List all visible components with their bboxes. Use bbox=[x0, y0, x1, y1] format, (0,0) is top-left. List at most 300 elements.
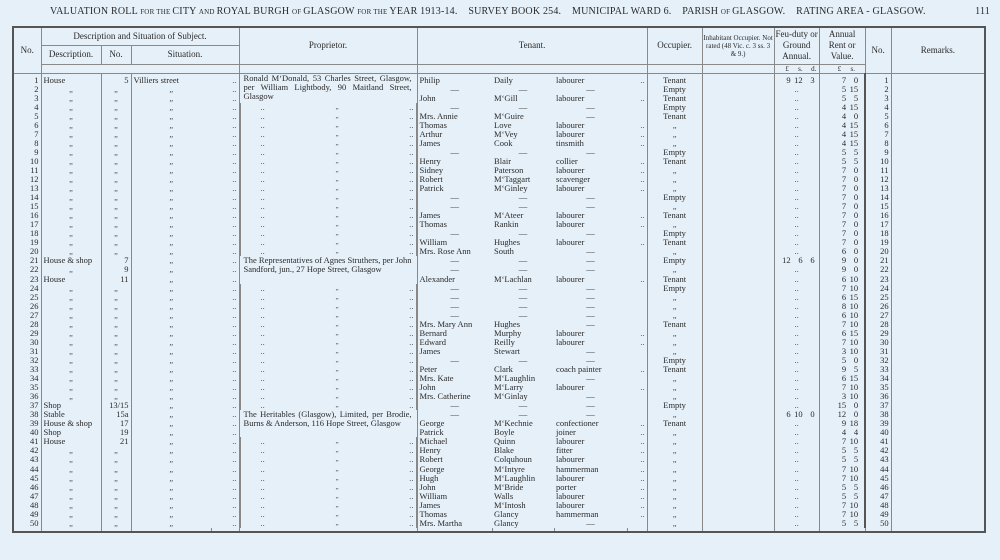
proprietor bbox=[240, 130, 417, 139]
leader-dots: .. bbox=[260, 354, 265, 365]
inhabitant-occupier bbox=[702, 121, 774, 130]
situation: Villiers street bbox=[131, 73, 211, 85]
row-number: 44 bbox=[13, 465, 41, 474]
rent-shillings: 0 bbox=[853, 110, 859, 121]
leader-dots: .. bbox=[211, 365, 239, 374]
description: „ bbox=[41, 519, 101, 528]
ditto-mark: „ bbox=[335, 473, 339, 482]
tenant-surname: Murphy bbox=[494, 327, 522, 338]
situation: „ bbox=[131, 419, 211, 428]
rent-shillings: 10 bbox=[849, 318, 859, 329]
table-row[interactable] bbox=[13, 284, 985, 293]
occupier-status: „ bbox=[647, 130, 702, 139]
tenant-surname: M‘Ginlay bbox=[494, 391, 528, 402]
feu-pounds: 12 bbox=[782, 255, 791, 266]
leader-dots: .. bbox=[627, 465, 647, 474]
description: „ bbox=[41, 465, 101, 474]
leader-dots: .. bbox=[260, 119, 265, 130]
tenant-first-name: — bbox=[417, 229, 492, 238]
inhabitant-occupier bbox=[702, 202, 774, 211]
ditto-mark: „ bbox=[335, 175, 339, 184]
tenant-occupation: hammerman bbox=[556, 463, 599, 474]
occupier-status: „ bbox=[647, 166, 702, 175]
tenant-surname: South bbox=[494, 246, 514, 257]
ditto-mark: „ bbox=[335, 238, 339, 247]
row-number: 11 bbox=[13, 166, 41, 175]
description: „ bbox=[41, 311, 101, 320]
inhabitant-occupier bbox=[702, 428, 774, 437]
leader-dots: .. bbox=[211, 121, 239, 130]
feu-pence: 3 bbox=[810, 74, 815, 85]
row-number: 42 bbox=[13, 446, 41, 455]
rent-shillings: 0 bbox=[853, 219, 859, 230]
spacer-cell bbox=[627, 528, 647, 532]
leader-dots: .. bbox=[260, 237, 265, 248]
leader-dots: .. bbox=[409, 137, 414, 148]
row-number: 33 bbox=[13, 365, 41, 374]
description: „ bbox=[41, 211, 101, 220]
ditto-mark: „ bbox=[335, 147, 339, 156]
house-number: 9 bbox=[101, 265, 131, 274]
leader-dots: .. bbox=[260, 454, 265, 465]
leader-dots: .. bbox=[627, 175, 647, 184]
description: „ bbox=[41, 148, 101, 157]
col-header-feu-duty: Feu-duty or Ground Annual. bbox=[774, 27, 819, 64]
title-part: GLASGOW bbox=[303, 6, 358, 17]
situation: „ bbox=[131, 446, 211, 455]
remarks bbox=[891, 193, 985, 202]
row-number-right: 33 bbox=[865, 365, 891, 374]
spacer-cell bbox=[131, 528, 211, 532]
leader-dots: .. bbox=[211, 166, 239, 175]
description: „ bbox=[41, 383, 101, 392]
tenant-surname: Daily bbox=[494, 74, 513, 85]
spacer-cell bbox=[774, 528, 819, 532]
rent-shillings: 5 bbox=[853, 517, 859, 528]
leader-dots: .. bbox=[260, 318, 265, 329]
feu-duty: .. bbox=[774, 419, 819, 428]
row-number-right: 30 bbox=[865, 338, 891, 347]
description: „ bbox=[41, 329, 101, 338]
rent-pounds: 7 bbox=[841, 183, 847, 194]
rent-pounds: 4 bbox=[841, 110, 847, 121]
table-row[interactable] bbox=[13, 275, 985, 284]
leader-dots: .. bbox=[409, 499, 414, 510]
table-row[interactable] bbox=[13, 302, 985, 311]
rent-shillings: 0 bbox=[853, 164, 859, 175]
proprietor bbox=[240, 392, 417, 401]
house-number: „ bbox=[101, 302, 131, 311]
rent-shillings: 10 bbox=[849, 382, 859, 393]
house-number: 17 bbox=[101, 419, 131, 428]
leader-dots: .. bbox=[211, 356, 239, 365]
page-number: 111 bbox=[975, 6, 990, 17]
table-row[interactable] bbox=[13, 347, 985, 356]
remarks bbox=[891, 293, 985, 302]
leader-dots: .. bbox=[409, 210, 414, 221]
tenant-first-name: George bbox=[417, 465, 492, 474]
tenant-occupation: porter bbox=[556, 481, 577, 492]
tenant-surname: — bbox=[518, 255, 528, 266]
leader-dots: .. bbox=[260, 364, 265, 374]
tenant-occupation: labourer bbox=[556, 128, 585, 139]
remarks bbox=[891, 374, 985, 383]
tenant-surname: M‘Laughlin bbox=[494, 373, 536, 384]
occupier-status: „ bbox=[647, 383, 702, 392]
tenant-occupation: confectioner bbox=[556, 418, 599, 429]
rent-pounds: 7 bbox=[841, 318, 847, 329]
rent-ls-units: £ s. bbox=[819, 64, 865, 73]
situation: „ bbox=[131, 483, 211, 492]
description: House bbox=[41, 275, 101, 284]
proprietor-text: The Heritables (Glasgow), Limited, per Brodie, Burns & Anderson, 116 Hope Street, Glasgow bbox=[243, 409, 412, 429]
feu-duty: .. bbox=[774, 275, 819, 284]
tenant-surname: M‘Intyre bbox=[494, 463, 525, 474]
leader-dots: .. bbox=[409, 300, 414, 311]
tenant-occupation: joiner bbox=[556, 427, 576, 438]
table-row[interactable] bbox=[13, 94, 985, 103]
leader-dots: .. bbox=[409, 101, 414, 112]
table-row[interactable] bbox=[13, 184, 985, 193]
row-number: 39 bbox=[13, 419, 41, 428]
table-row[interactable] bbox=[13, 139, 985, 148]
row-number-right: 44 bbox=[865, 465, 891, 474]
occupier-status: Empty bbox=[647, 401, 702, 410]
remarks bbox=[891, 501, 985, 510]
spacer-cell bbox=[891, 528, 985, 532]
remarks bbox=[891, 419, 985, 428]
row-number-right: 37 bbox=[865, 401, 891, 410]
ditto-mark: „ bbox=[335, 102, 339, 111]
rent-pounds: 7 bbox=[841, 237, 847, 248]
ditto-mark: „ bbox=[335, 328, 339, 337]
leader-dots: .. bbox=[409, 119, 414, 130]
proprietor bbox=[240, 365, 417, 374]
tenant-first-name: — bbox=[417, 85, 492, 94]
rent-pounds: 7 bbox=[841, 219, 847, 230]
row-number-right: 19 bbox=[865, 238, 891, 247]
rent-shillings: 0 bbox=[853, 174, 859, 185]
inhabitant-occupier bbox=[702, 157, 774, 166]
col-header-house-no: No. bbox=[101, 45, 131, 64]
spacer-cell bbox=[492, 528, 554, 532]
ditto-mark: „ bbox=[335, 111, 339, 120]
table-row[interactable] bbox=[13, 220, 985, 229]
rent-pounds: 7 bbox=[841, 282, 847, 293]
leader-dots: .. bbox=[627, 383, 647, 392]
leader-dots: .. bbox=[627, 184, 647, 193]
tenant-occupation: — bbox=[586, 101, 595, 112]
spacer-cell bbox=[819, 528, 865, 532]
remarks bbox=[891, 446, 985, 455]
tenant-occupation: collier bbox=[556, 155, 578, 166]
row-number: 28 bbox=[13, 320, 41, 329]
remarks bbox=[891, 392, 985, 401]
description: „ bbox=[41, 229, 101, 238]
situation: „ bbox=[131, 220, 211, 229]
tenant-first-name: Patrick bbox=[417, 428, 492, 437]
col-header-situation: Situation. bbox=[131, 45, 239, 64]
tenant-first-name: George bbox=[417, 419, 492, 428]
annual-rent bbox=[819, 73, 865, 85]
leader-dots: .. bbox=[260, 309, 265, 320]
rent-shillings: 15 bbox=[849, 101, 859, 112]
header-spacer bbox=[417, 64, 647, 73]
proprietor bbox=[239, 275, 417, 284]
feu-duty: .. bbox=[774, 383, 819, 392]
proprietor bbox=[240, 103, 417, 112]
situation: „ bbox=[131, 510, 211, 519]
leader-dots: .. bbox=[211, 103, 239, 112]
occupier-status: Tenant bbox=[647, 94, 702, 103]
tenant-surname: — bbox=[518, 309, 528, 320]
rent-shillings: 15 bbox=[849, 327, 859, 338]
occupier-status: „ bbox=[647, 265, 702, 274]
inhabitant-occupier bbox=[702, 73, 774, 85]
tenant-first-name: — bbox=[417, 302, 492, 311]
occupier-status: „ bbox=[647, 501, 702, 510]
table-row[interactable] bbox=[13, 247, 985, 256]
table-row[interactable] bbox=[13, 519, 985, 528]
leader-dots: .. bbox=[211, 501, 239, 510]
tenant-occupation: — bbox=[586, 192, 595, 203]
situation: „ bbox=[131, 175, 211, 184]
leader-dots: .. bbox=[211, 112, 239, 121]
situation: „ bbox=[131, 410, 211, 419]
tenant-occupation: labourer bbox=[556, 219, 585, 230]
proprietor bbox=[240, 474, 417, 483]
rent-shillings: 10 bbox=[849, 499, 859, 510]
house-number: „ bbox=[101, 492, 131, 501]
leader-dots: .. bbox=[409, 282, 414, 293]
rent-shillings: 0 bbox=[853, 246, 859, 257]
proprietor bbox=[240, 220, 417, 229]
tenant-first-name: — bbox=[417, 202, 492, 211]
leader-dots: .. bbox=[409, 128, 414, 139]
ditto-mark: „ bbox=[335, 337, 339, 346]
feu-pence: 0 bbox=[810, 409, 815, 420]
description: „ bbox=[41, 220, 101, 229]
house-number: „ bbox=[101, 501, 131, 510]
ditto-mark: „ bbox=[335, 392, 339, 401]
occupier-status: Tenant bbox=[647, 157, 702, 166]
leader-dots: .. bbox=[627, 329, 647, 338]
tenant-occupation: scavenger bbox=[556, 174, 591, 185]
spacer-cell bbox=[41, 528, 101, 532]
tenant-surname: M‘Larry bbox=[494, 382, 524, 393]
leader-dots: .. bbox=[211, 211, 239, 220]
leader-dots: .. bbox=[260, 183, 265, 194]
inhabitant-occupier bbox=[702, 130, 774, 139]
rent-pounds: 6 bbox=[841, 291, 847, 302]
feu-duty: .. bbox=[774, 121, 819, 130]
leader-dots: .. bbox=[409, 436, 414, 447]
rent-pounds: 5 bbox=[841, 354, 847, 365]
remarks bbox=[891, 73, 985, 85]
situation: „ bbox=[131, 374, 211, 383]
tenant-occupation: fitter bbox=[556, 445, 573, 456]
remarks bbox=[891, 284, 985, 293]
rent-pounds: 4 bbox=[841, 101, 847, 112]
rent-pounds: 7 bbox=[841, 74, 847, 85]
occupier-status: Tenant bbox=[647, 73, 702, 85]
ditto-mark: „ bbox=[335, 229, 339, 238]
row-number-right: 48 bbox=[865, 501, 891, 510]
tenant-surname: Cook bbox=[494, 137, 513, 148]
row-number-right: 50 bbox=[865, 519, 891, 528]
title-part: OF bbox=[720, 8, 733, 16]
header-spacer bbox=[647, 64, 702, 73]
situation: „ bbox=[131, 247, 211, 256]
spacer-cell bbox=[13, 528, 41, 532]
leader-dots: .. bbox=[409, 391, 414, 402]
tenant-first-name: — bbox=[417, 148, 492, 157]
occupier-status: „ bbox=[647, 374, 702, 383]
feu-duty bbox=[774, 73, 819, 85]
rent-pounds: 4 bbox=[841, 427, 847, 438]
description: „ bbox=[41, 284, 101, 293]
leader-dots: .. bbox=[211, 247, 239, 256]
leader-dots: .. bbox=[409, 219, 414, 230]
header-spacer bbox=[702, 64, 774, 73]
row-number-right: 21 bbox=[865, 256, 891, 265]
ditto-mark: „ bbox=[335, 464, 339, 473]
rent-shillings: 10 bbox=[849, 508, 859, 519]
situation: „ bbox=[131, 166, 211, 175]
description: „ bbox=[41, 302, 101, 311]
leader-dots: .. bbox=[409, 327, 414, 338]
occupier-status: Empty bbox=[647, 85, 702, 94]
occupier-status: „ bbox=[647, 492, 702, 501]
feu-lsd-units: £ s. d. bbox=[774, 64, 819, 73]
rent-pounds: 5 bbox=[841, 490, 847, 501]
rent-pounds: 7 bbox=[841, 499, 847, 510]
rent-shillings: 0 bbox=[853, 201, 859, 212]
proprietor bbox=[240, 374, 417, 383]
row-number: 10 bbox=[13, 157, 41, 166]
rent-shillings: 5 bbox=[853, 445, 859, 456]
leader-dots: .. bbox=[627, 166, 647, 175]
rent-shillings: 15 bbox=[849, 119, 859, 130]
row-number: 3 bbox=[13, 94, 41, 103]
house-number: „ bbox=[101, 148, 131, 157]
inhabitant-occupier bbox=[702, 94, 774, 103]
leader-dots: .. bbox=[409, 463, 414, 474]
row-number-right: 12 bbox=[865, 175, 891, 184]
situation: „ bbox=[131, 103, 211, 112]
leader-dots: .. bbox=[627, 275, 647, 284]
ditto-mark: „ bbox=[335, 482, 339, 491]
tenant-first-name: Robert bbox=[417, 455, 492, 464]
feu-duty: .. bbox=[774, 247, 819, 256]
row-number-right: 34 bbox=[865, 374, 891, 383]
tenant-first-name: — bbox=[417, 311, 492, 320]
occupier-status: Empty bbox=[647, 229, 702, 238]
feu-duty: .. bbox=[774, 211, 819, 220]
table-row[interactable] bbox=[13, 193, 985, 202]
tenant-first-name: William bbox=[417, 492, 492, 501]
occupier-status: „ bbox=[647, 510, 702, 519]
rent-pounds: 6 bbox=[841, 246, 847, 257]
rent-pounds: 15 bbox=[837, 400, 847, 411]
ditto-mark: „ bbox=[335, 383, 339, 392]
tenant-first-name: — bbox=[417, 356, 492, 365]
leader-dots: .. bbox=[409, 354, 414, 365]
tenant-surname: M‘Bride bbox=[494, 481, 524, 492]
ditto-mark: „ bbox=[335, 156, 339, 165]
leader-dots: .. bbox=[409, 400, 414, 411]
occupier-status: „ bbox=[647, 465, 702, 474]
row-number-right: 2 bbox=[865, 85, 891, 94]
rent-shillings: 10 bbox=[849, 336, 859, 347]
leader-dots bbox=[627, 401, 647, 410]
remarks bbox=[891, 94, 985, 103]
leader-dots: .. bbox=[211, 510, 239, 519]
proprietor bbox=[240, 229, 417, 238]
remarks bbox=[891, 265, 985, 274]
tenant-first-name: — bbox=[417, 103, 492, 112]
row-number: 16 bbox=[13, 211, 41, 220]
house-number: „ bbox=[101, 220, 131, 229]
rent-pounds: 8 bbox=[841, 300, 847, 311]
ditto-mark: „ bbox=[335, 220, 339, 229]
inhabitant-occupier bbox=[702, 284, 774, 293]
description: „ bbox=[41, 265, 101, 274]
row-number-right: 7 bbox=[865, 130, 891, 139]
occupier-status: „ bbox=[647, 247, 702, 256]
leader-dots: .. bbox=[409, 508, 414, 519]
rent-shillings: 15 bbox=[849, 373, 859, 384]
spacer-cell bbox=[647, 528, 702, 532]
inhabitant-occupier bbox=[702, 338, 774, 347]
leader-dots: .. bbox=[211, 392, 239, 401]
occupier-status: Empty bbox=[647, 284, 702, 293]
remarks bbox=[891, 166, 985, 175]
tenant-occupation: — bbox=[586, 354, 595, 365]
tenant-occupation: labourer bbox=[556, 336, 585, 347]
table-row[interactable] bbox=[13, 256, 985, 265]
feu-duty: .. bbox=[774, 474, 819, 483]
house-number: „ bbox=[101, 374, 131, 383]
ditto-mark: „ bbox=[335, 247, 339, 256]
situation: „ bbox=[131, 130, 211, 139]
leader-dots: .. bbox=[211, 374, 239, 383]
table-row[interactable] bbox=[13, 73, 985, 85]
tenant-surname: — bbox=[518, 291, 528, 302]
feu-duty: .. bbox=[774, 220, 819, 229]
rent-shillings: 0 bbox=[853, 210, 859, 221]
tenant-surname: Blair bbox=[494, 155, 512, 166]
tenant-first-name: Peter bbox=[417, 365, 492, 374]
leader-dots: .. bbox=[211, 275, 239, 284]
table-row[interactable] bbox=[13, 293, 985, 302]
inhabitant-occupier bbox=[702, 437, 774, 446]
row-number-right: 32 bbox=[865, 356, 891, 365]
rent-pounds: 7 bbox=[841, 210, 847, 221]
description: „ bbox=[41, 483, 101, 492]
remarks bbox=[891, 474, 985, 483]
description: House bbox=[41, 437, 101, 446]
feu-duty: .. bbox=[774, 166, 819, 175]
description: „ bbox=[41, 365, 101, 374]
proprietor bbox=[240, 455, 417, 464]
roll-body bbox=[13, 73, 985, 532]
tenant-surname: Rankin bbox=[494, 219, 519, 230]
leader-dots: .. bbox=[211, 410, 239, 419]
inhabitant-occupier bbox=[702, 193, 774, 202]
inhabitant-occupier bbox=[702, 519, 774, 528]
title-part: CITY bbox=[172, 6, 199, 17]
